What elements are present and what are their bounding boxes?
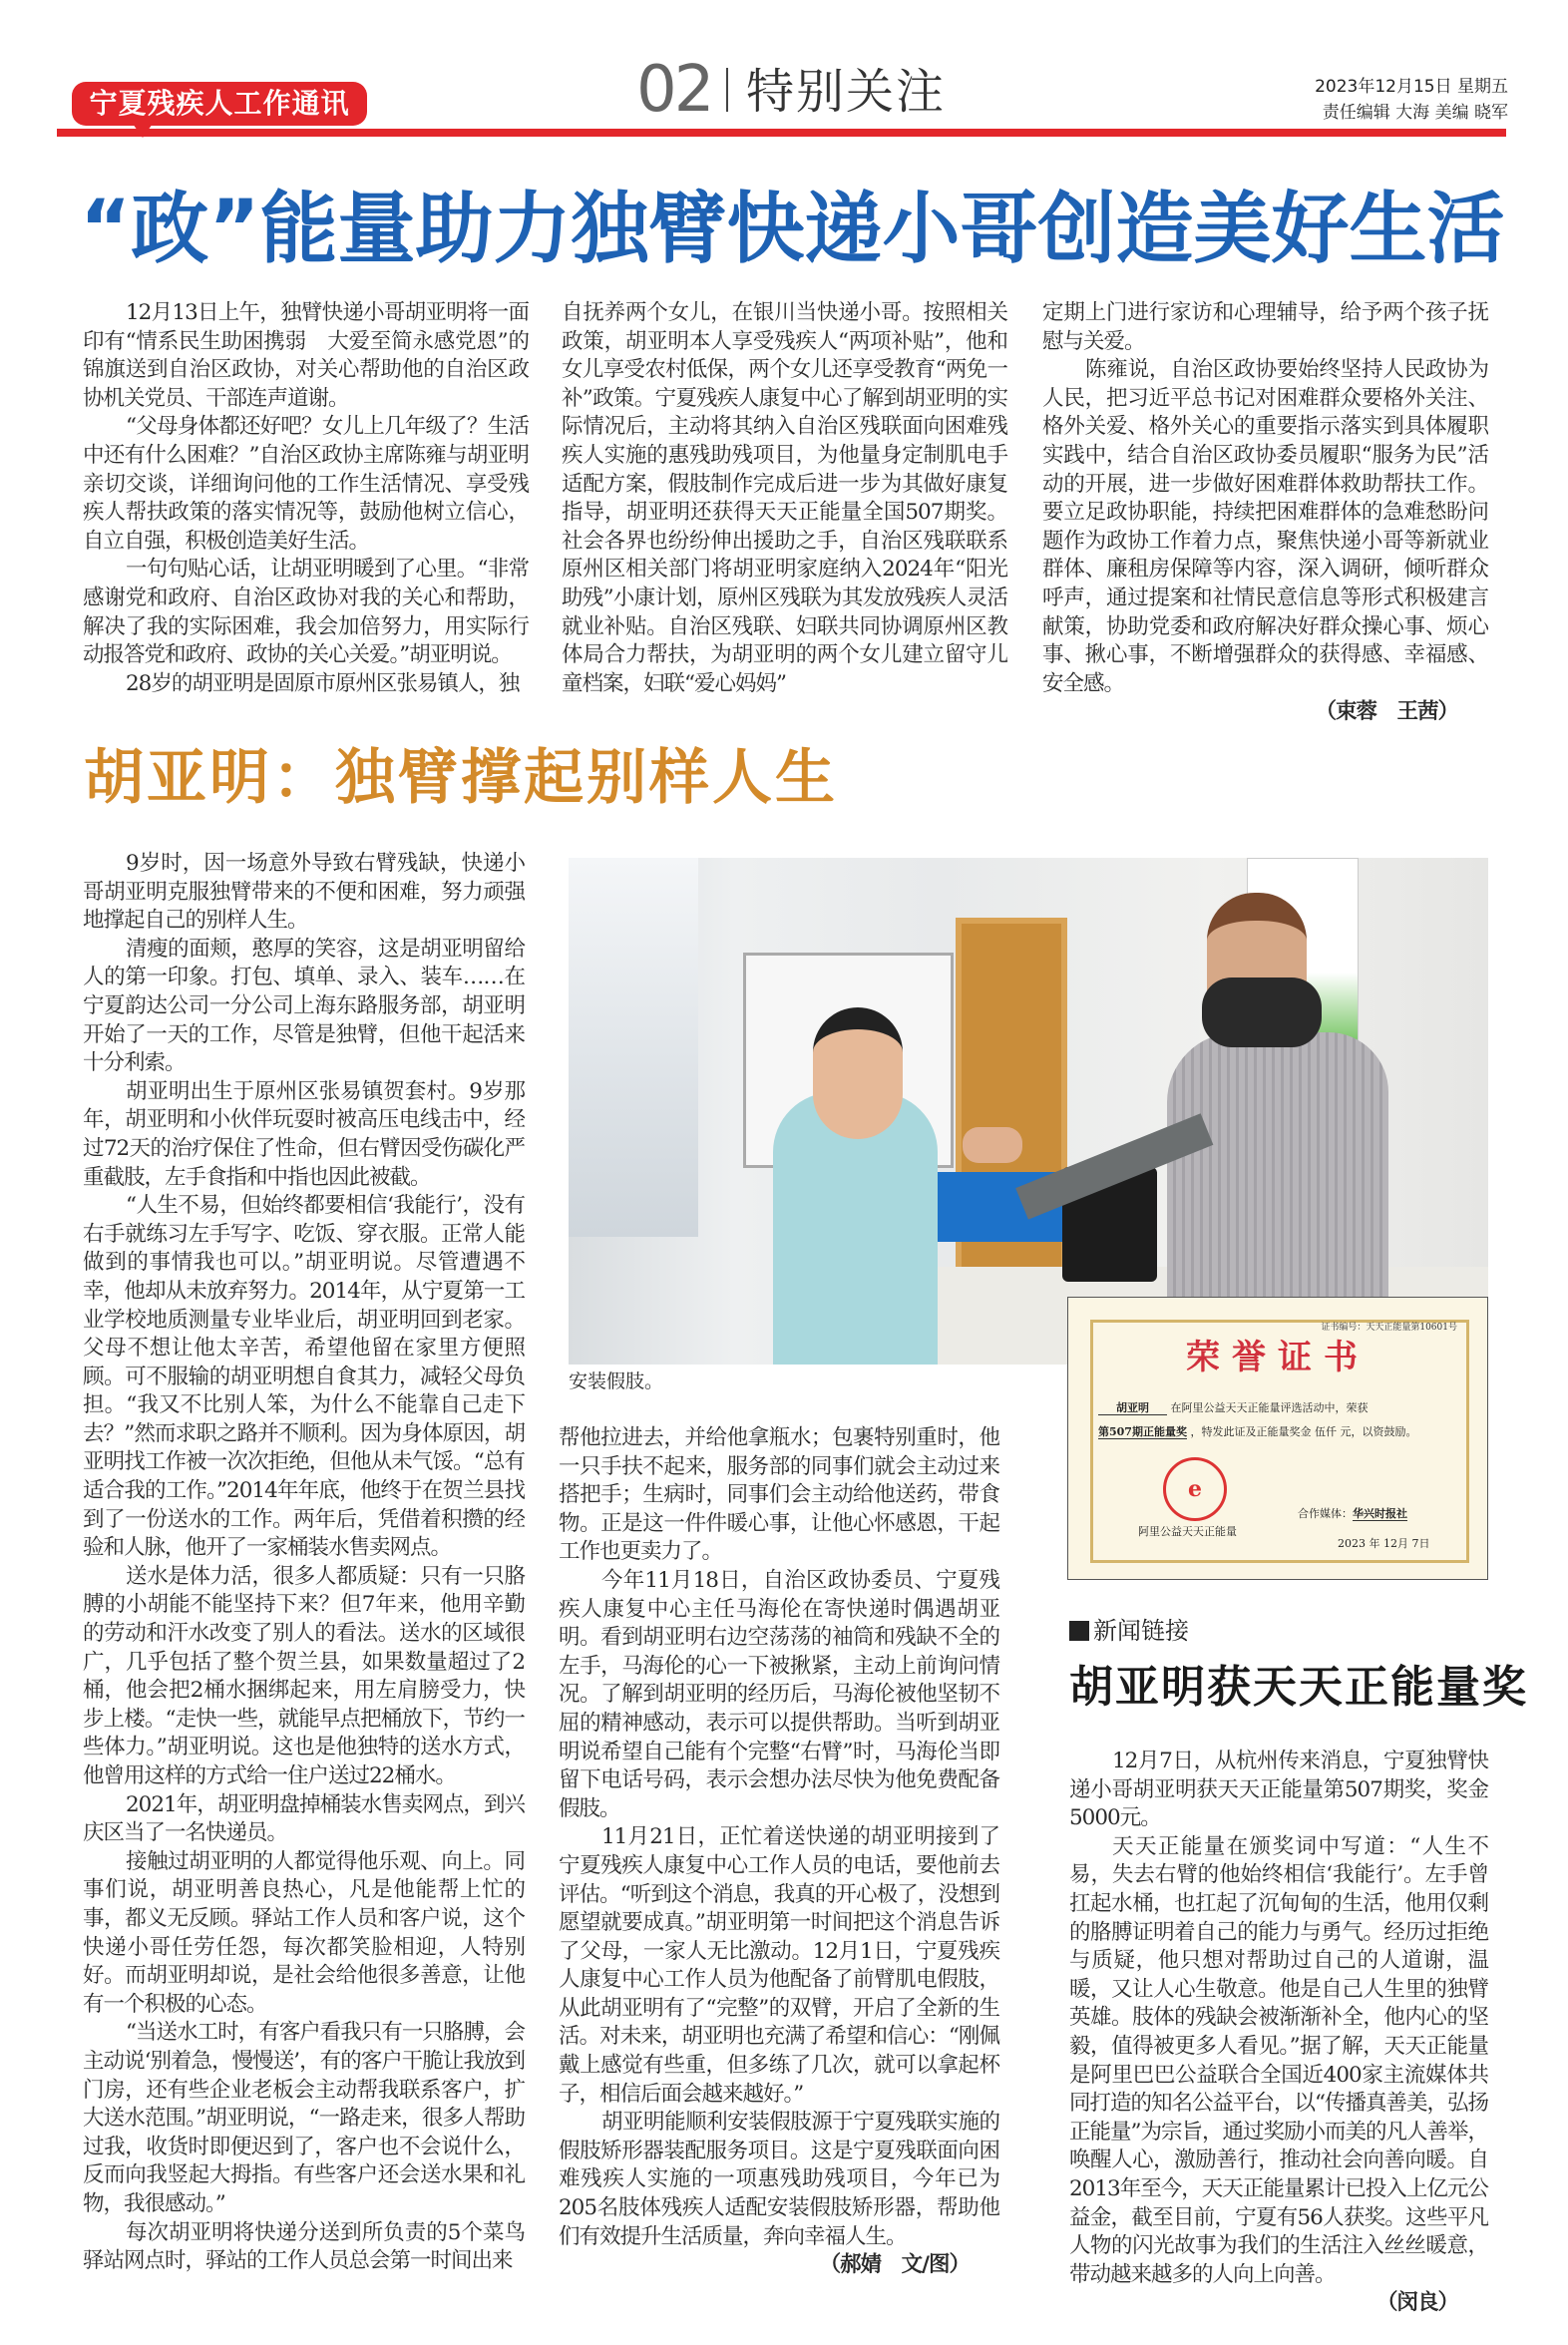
dateline [1297, 74, 1508, 126]
paragraph: 定期上门进行家访和心理辅导，给予两个孩子抚慰与关爱。 [1042, 300, 1488, 354]
certificate-line-2 [1098, 1425, 1416, 1439]
paragraph: 一句句贴心话，让胡亚明暖到了心里。“非常感谢党和政府、自治区政协对我的关心和帮助，解决了我的实际困难，我会加倍努力，用实际行动报答党和政府、政协的关心关爱。”胡亚明说。 [83, 557, 529, 668]
certificate-media: 华兴时报社 [1353, 1507, 1407, 1520]
paragraph: 天天正能量在颁奖词中写道：“人生不易，失去右臂的他始终相信‘我能行’。左手曾扛起水桶，也扛起了沉甸甸的生活，他用仅剩的胳膊证明着自己的能力与勇气。经历过拒绝与质疑，他只想对帮助过自己的人道谢，温暖，又让人心生敬意。他是自己人生里的独臂英雄。肢体的残缺会被渐渐补全，他内心的坚毅，值得被更多人看见。”据了解，天天正能量是阿里巴巴公益联合全国近400家主流媒体共同打造的知名公益平台，以“传播真善美，弘扬正能量”为宗旨，通过奖励小而美的凡人善举，唤醒人心，激励善行，推动社会向善向暖。自2013年至今，天天正能量累计已投入上亿元公益金，截至目前，宁夏有56人获奖。这些平凡人物的闪光故事为我们的生活注入丝丝暖意，带动越来越多的人向上向善。 [1069, 1833, 1488, 2287]
section-title: 特别关注 [746, 64, 947, 120]
paragraph: “当送水工时，有客户看我只有一只胳膊，会主动说‘别着急，慢慢送’，有的客户干脆让我放到门房，还有些企业老板会主动帮我联系客户，扩大送水范围。”胡亚明说，“一路走来，很多人帮助过我，收货时即便迟到了，客户也不会说什么，反而向我竖起大拇指。有些客户还会送水果和礼物，我很感动。” [83, 2020, 525, 2216]
certificate-line-1 [1098, 1401, 1369, 1415]
certificate-text-2: ，特发此证及正能量奖金 伍仟 元，以资鼓励。 [1190, 1425, 1417, 1438]
square-bullet-icon [1069, 1621, 1089, 1641]
page-number: 02 [636, 53, 712, 127]
certificate-date: 2023 年 12月 7日 [1338, 1537, 1430, 1550]
paragraph: “父母身体都还好吧？女儿上几年级了？生活中还有什么困难？”自治区政协主席陈雍与胡亚明亲切交谈，详细询问他的工作生活情况、享受残疾人帮扶政策的落实情况等，鼓励他树立信心，自立自强，积极创造美好生活。 [83, 414, 529, 554]
certificate-number: 证书编号：天天正能量第10601号 [1321, 1323, 1457, 1333]
editors: 责任编辑 大海 美编 晓军 [1322, 103, 1508, 123]
honor-certificate-image [1067, 1297, 1488, 1580]
article-photo-handshake [569, 858, 1488, 1365]
news-link-label [1069, 1614, 1189, 1648]
header-divider [57, 129, 1506, 137]
article2-headline: 胡亚明：独臂撑起别样人生 [84, 743, 838, 813]
certificate-seal-icon: e [1163, 1457, 1227, 1521]
photo-scarf [1202, 977, 1322, 1047]
paragraph: 11月21日，正忙着送快递的胡亚明接到了宁夏残疾人康复中心工作人员的电话，要他前去评估。“听到这个消息，我真的开心极了，没想到愿望就要成真。”胡亚明第一时间把这个消息告诉了父母，一家人无比激动。12月1日，宁夏残疾人康复中心工作人员为他配备了前臂肌电假肢，从此胡亚明有了“完整”的双臂，开启了全新的生活。对未来，胡亚明也充满了希望和信心：“刚佩戴上感觉有些重，但多练了几次，就可以拿起杯子，相信后面会越来越好。” [559, 1824, 999, 2107]
certificate-recipient: 胡亚明 [1098, 1401, 1167, 1415]
article1-column-1 [83, 299, 529, 698]
certificate-award: 第507期正能量奖 [1098, 1425, 1187, 1438]
certificate-media-line [1298, 1507, 1407, 1521]
paragraph: 9岁时，因一场意外导致右臂残缺，快递小哥胡亚明克服独臂带来的不便和困难，努力顽强地撑起自己的别样人生。 [83, 851, 525, 934]
page-number-divider [726, 68, 728, 112]
byline: （闵良） [1375, 2290, 1458, 2316]
paragraph: 陈雍说，自治区政协要始终坚持人民政协为人民，把习近平总书记对困难群众要格外关注、格外关爱、格外关心的重要指示落实到具体履职实践中，结合自治区政协委员履职“服务为民”活动的开展，进一步做好困难群体救助帮扶工作。要立足政协职能，持续把困难群体的急难愁盼问题作为政协工作着力点，聚焦快递小哥等新就业群体、廉租房保障等内容，深入调研，倾听群众呼声，通过提案和社情民意信息等形式积极建言献策，协助党委和政府解决好群众操心事、烦心事、揪心事，不断增强群众的获得感、幸福感、安全感。 [1042, 357, 1488, 696]
paragraph: 今年11月18日，自治区政协委员、宁夏残疾人康复中心主任马海伦在寄快递时偶遇胡亚明。看到胡亚明右边空荡荡的袖筒和残缺不全的左手，马海伦的心一下被揪紧，主动上前询问情况。了解到胡亚明的经历后，马海伦被他坚韧不屈的精神感动，表示可以提供帮助。当听到胡亚明说希望自己能有个完整“右臂”时，马海伦当即留下电话号码，表示会想办法尽快为他免费配备假肢。 [559, 1567, 999, 1821]
photo-doctor-head [813, 1007, 903, 1139]
paragraph: 接触过胡亚明的人都觉得他乐观、向上。同事们说，胡亚明善良热心，凡是他能帮上忙的事，都义无反顾。驿站工作人员和客户说，这个快递小哥任劳任怨，每次都笑脸相迎，人特别好。而胡亚明却说，是社会给他很多善意，让他有一个积极的心态。 [83, 1848, 525, 2017]
certificate-issuer: 阿里公益天天正能量 [1138, 1525, 1237, 1538]
paragraph: 清瘦的面颊，憨厚的笑容，这是胡亚明留给人的第一印象。打包、填单、录入、装车……在宁夏韵达公司一分公司上海东路服务部，胡亚明开始了一天的工作，尽管是独臂，但他干起活来十分利索。 [83, 936, 525, 1076]
paragraph: 胡亚明能顺利安装假肢源于宁夏残联实施的假肢矫形器装配服务项目。这是宁夏残联面向困难残疾人实施的一项惠残助残项目，今年已为205名肢体残疾人适配安装假肢矫形器，帮助他们有效提升生活质量，奔向幸福人生。 [559, 2110, 999, 2249]
paragraph: 2021年，胡亚明盘掉桶装水售卖网点，到兴庆区当了一名快递员。 [83, 1791, 525, 1846]
paragraph: 每次胡亚明将快递分送到所负责的5个菜鸟驿站网点时，驿站的工作人员总会第一时间出来 [83, 2219, 525, 2274]
byline: （束蓉 王茜） [1315, 699, 1458, 725]
byline: （郝婧 文/图） [819, 2252, 970, 2278]
masthead-badge-pointer [133, 124, 153, 138]
paragraph: 12月7日，从杭州传来消息，宁夏独臂快递小哥胡亚明获天天正能量第507期奖，奖金5000元。 [1069, 1749, 1488, 1831]
paragraph: 送水是体力活，很多人都质疑：只有一只胳膊的小胡能不能坚持下来？但7年来，他用辛勤的劳动和汗水改变了别人的看法。送水的区域很广，几乎包括了整个贺兰县，如果数量超过了2桶，他会把2桶水捆绑起来，用左肩膀受力，快步上楼。“走快一些，就能早点把桶放下，节约一些体力。”胡亚明说。这也是他独特的送水方式，他曾用这样的方式给一住户送过22桶水。 [83, 1563, 525, 1788]
article1-headline: “政”能量助力独臂快递小哥创造美好生活 [80, 185, 1505, 274]
paragraph: 胡亚明出生于原州区张易镇贺套村。9岁那年，胡亚明和小伙伴玩耍时被高压电线击中，经过72天的治疗保住了性命，但右臂因受伤碳化严重截肢，左手食指和中指也因此被截。 [83, 1078, 525, 1190]
paragraph: 自抚养两个女儿，在银川当快递小哥。按照相关政策，胡亚明本人享受残疾人“两项补贴”，他和女儿享受农村低保，两个女儿还享受教育“两免一补”政策。宁夏残疾人康复中心了解到胡亚明的实际情况后，主动将其纳入自治区残联面向困难残疾人实施的惠残助残项目，为他量身定制肌电手适配方案，假肢制作完成后进一步为其做好康复指导，胡亚明还获得天天正能量全国507期奖。社会各界也纷纷伸出援助之手，自治区残联联系原州区相关部门将胡亚明家庭纳入2024年“阳光助残”小康计划，原州区残联为其发放残疾人灵活就业补贴。自治区残联、妇联共同协调原州区教体局合力帮扶，为胡亚明的两个女儿建立留守儿童档案，妇联“爱心妈妈” [562, 300, 1007, 696]
paragraph: “人生不易，但始终都要相信‘我能行’，没有右手就练习左手写字、吃饭、穿衣服。正常人能做到的事情我也可以。”胡亚明说。尽管遭遇不幸，他却从未放弃努力。2014年，从宁夏第一工业学校地质测量专业毕业后，胡亚明回到老家。父母不想让他太辛苦，希望他留在家里方便照顾。可不服输的胡亚明想自食其力，减轻父母负担。“我又不比别人笨，为什么不能靠自己走下去？”然而求职之路并不顺利。因为身体原因，胡亚明找工作被一次次拒绝，但他从未气馁。“总有适合我的工作。”2014年年底，他终于在贺兰县找到了一份送水的工作。两年后，凭借着积攒的经验和人脉，他开了一家桶装水售卖网点。 [83, 1193, 525, 1561]
issue-date: 2023年12月15日 星期五 [1315, 77, 1508, 97]
photo-caption: 安装假肢。 [569, 1370, 664, 1392]
paragraph: 28岁的胡亚明是固原市原州区张易镇人，独 [126, 670, 520, 696]
certificate-text-1: 在阿里公益天天正能量评选活动中，荣获 [1170, 1401, 1369, 1414]
news-link-body [1069, 1748, 1488, 2318]
article1-column-2 [562, 299, 1007, 698]
photo-handshake [963, 1127, 1022, 1163]
news-link-label-text: 新闻链接 [1093, 1617, 1189, 1645]
article2-column-1 [83, 850, 525, 2276]
masthead-badge: 宁夏残疾人工作通讯 [72, 82, 367, 126]
article2-column-2 [559, 1424, 999, 2280]
paragraph: 12月13日上午，独臂快递小哥胡亚明将一面印有“情系民生助困携弱 大爱至简永感党恩”的锦旗送到自治区政协，对关心帮助他的自治区政协机关党员、干部连声道谢。 [83, 300, 529, 411]
certificate-title: 荣誉证书 [1186, 1338, 1370, 1377]
photo-window [569, 858, 698, 1237]
certificate-media-label: 合作媒体： [1298, 1507, 1353, 1520]
article1-column-3 [1042, 299, 1488, 727]
news-link-headline: 胡亚明获天天正能量奖 [1069, 1662, 1528, 1713]
paragraph: 帮他拉进去，并给他拿瓶水；包裹特别重时，他一只手扶不起来，服务部的同事们就会主动过来搭把手；生病时，同事们会主动给他送药，带食物。正是这一件件暖心事，让他心怀感恩，干起工作也更卖力了。 [559, 1425, 999, 1565]
